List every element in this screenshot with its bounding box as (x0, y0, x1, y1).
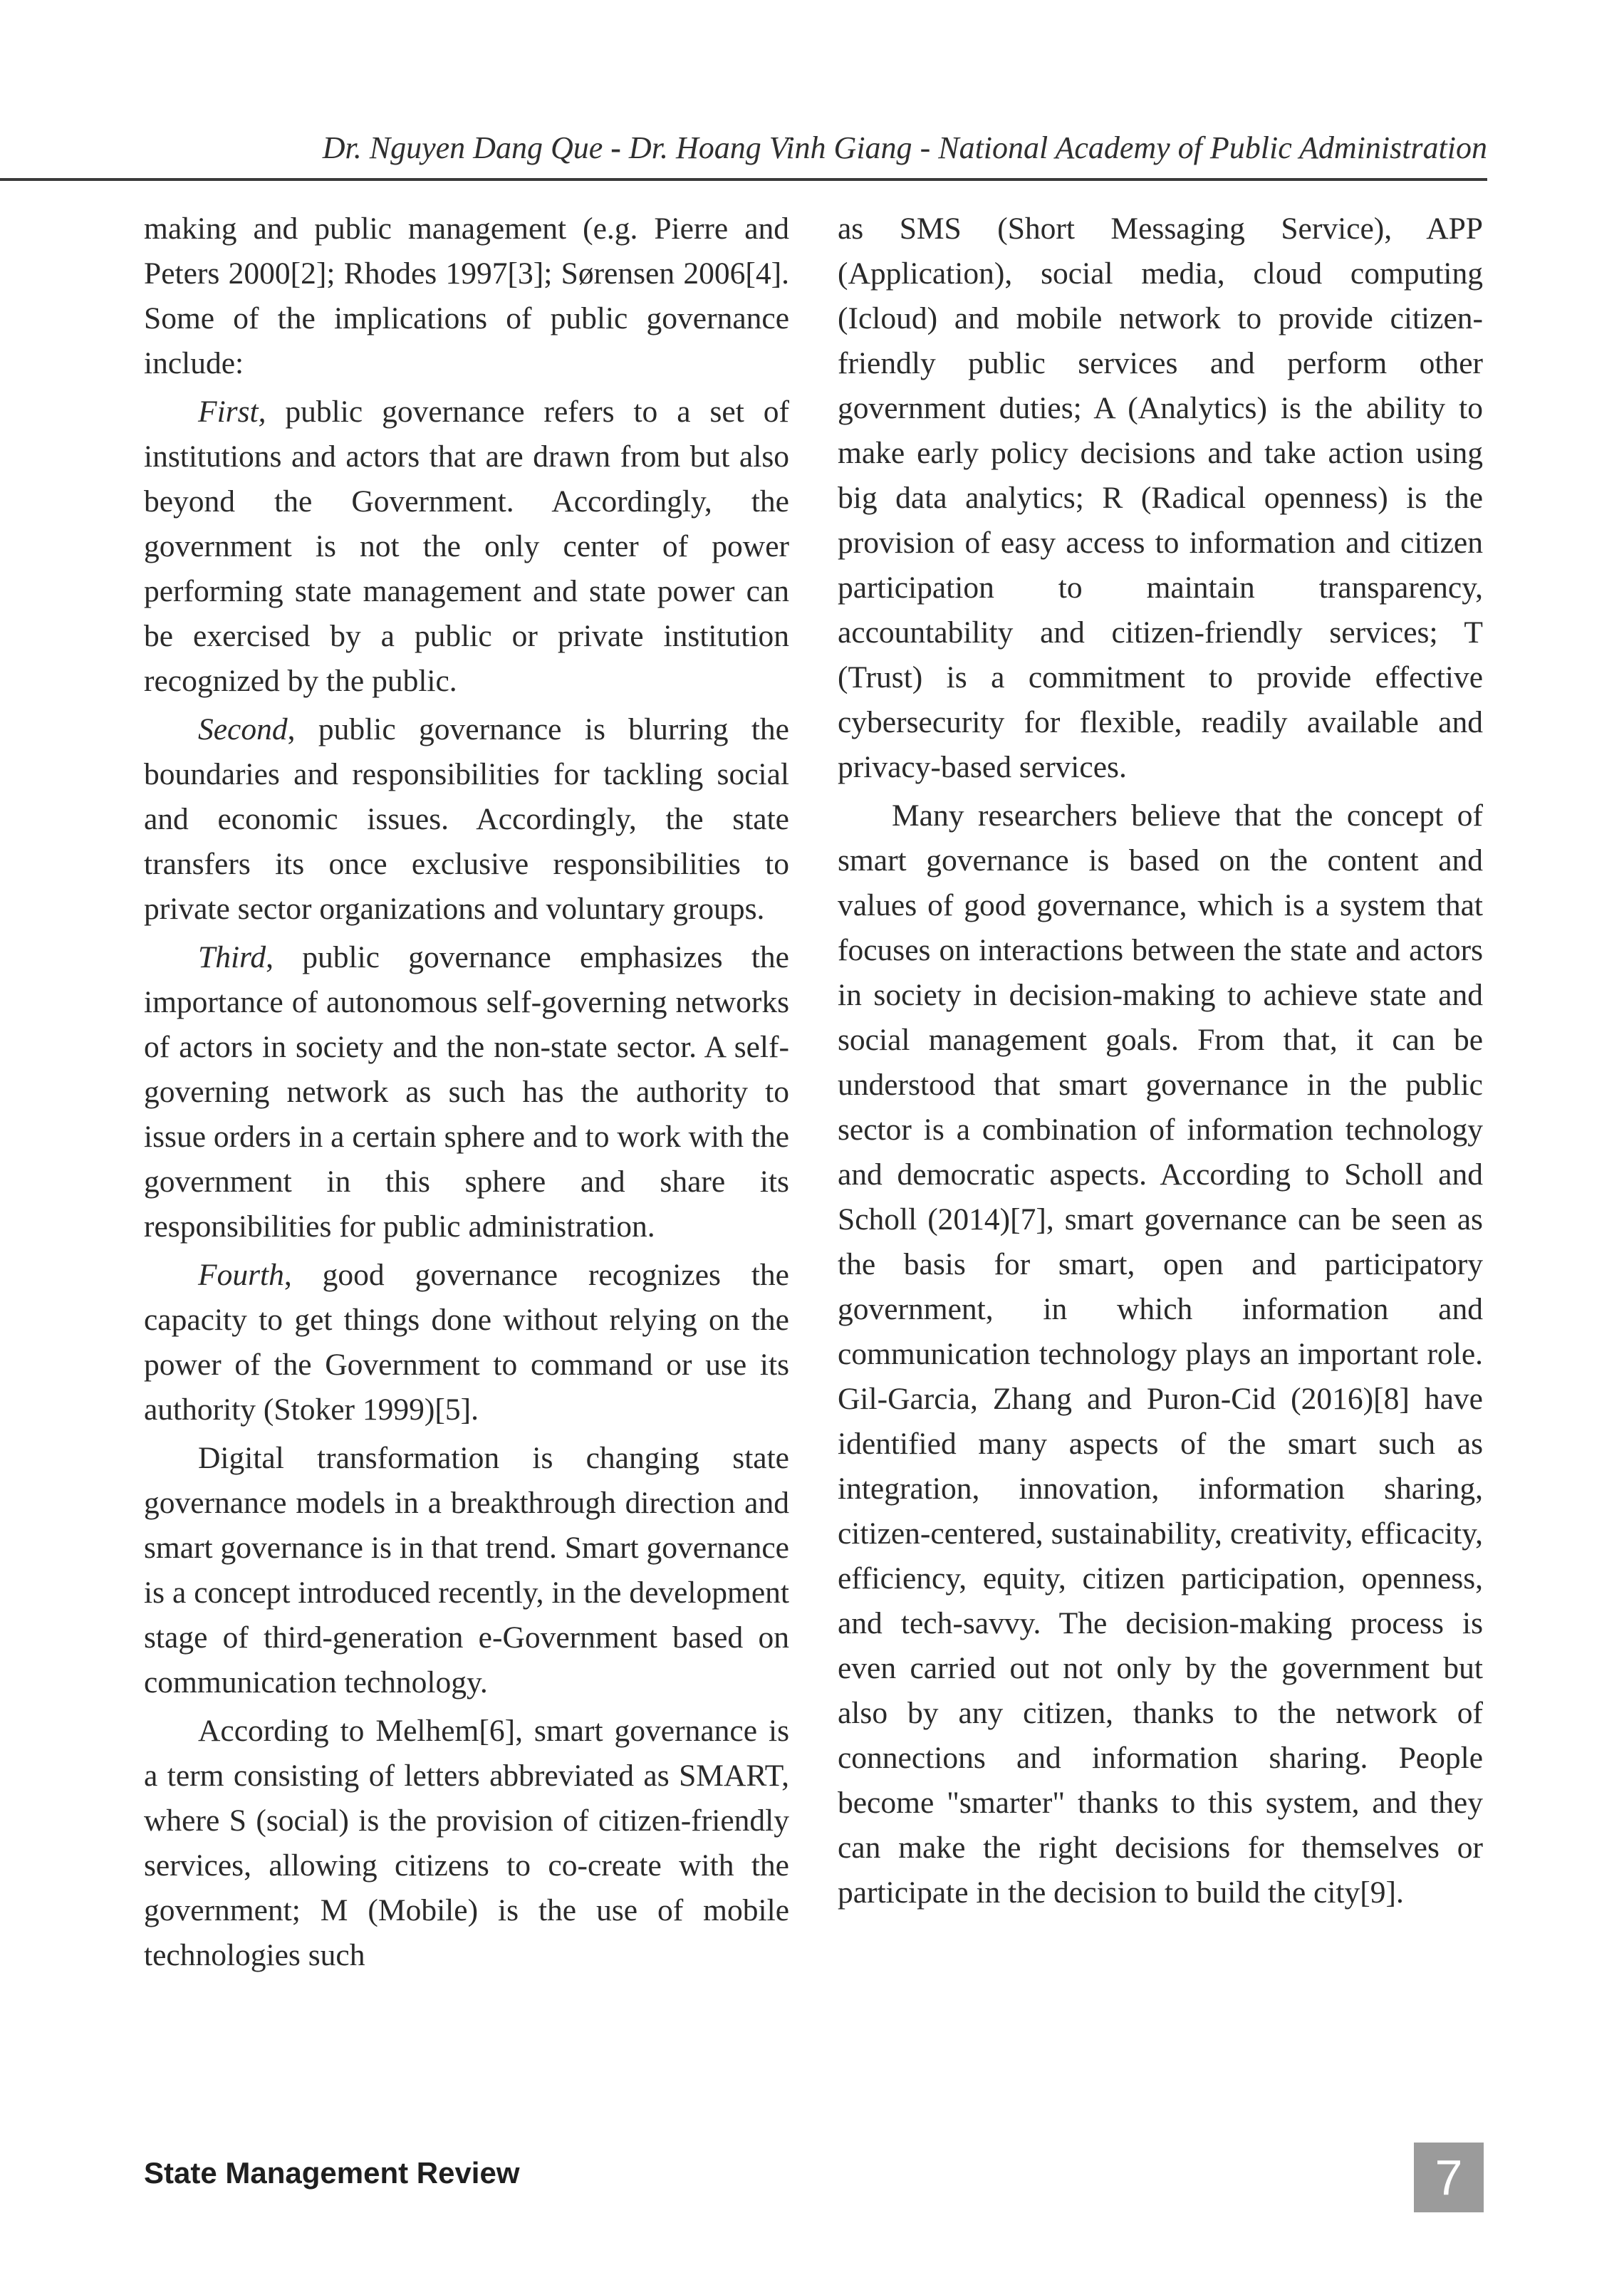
paragraph (144, 1253, 789, 1432)
paragraph-text: , good governance recognizes the capacity to get things done without relying on the power of the Government to command or use its authority (Stoker 1999)[5]. (144, 1258, 789, 1427)
paragraph-text: , public governance emphasizes the importance of autonomous self-governing networks of actors in society and the non-state sector. A self-governing network as such has the authority to issue orders in a certain sphere and to work with the government in this sphere and share its responsibilities for public administration. (144, 940, 789, 1244)
journal-title: State Management Review (144, 2156, 520, 2190)
running-header (141, 127, 1487, 170)
paragraph: making and public management (e.g. Pierre and Peters 2000[2]; Rhodes 1997[3]; Sørensen 2006[4]. Some of the implications of public governance include: (144, 212, 789, 380)
paragraph (144, 935, 789, 1249)
left-column (144, 207, 789, 1982)
paragraph: According to Melhem[6], smart governance is a term consisting of letters abbreviated as SMART, where S (social) is the provision of citizen-friendly services, allowing citizens to co-create with the government; M (Mobile) is the use of mobile technologies such (144, 1714, 789, 1972)
paragraph-lead: Third (198, 940, 266, 974)
header-separator: - (603, 130, 629, 165)
header-institution: National Academy of Public Administration (938, 130, 1487, 165)
header-rule (0, 178, 1487, 181)
paragraph (144, 707, 789, 932)
header-separator: - (912, 130, 939, 165)
header-author-2: Dr. Hoang Vinh Giang (628, 130, 912, 165)
paragraph: Digital transformation is changing state governance models in a breakthrough direction and smart governance is in that trend. Smart governance is a concept introduced recently, in the development stage of third-generation e-Government based on communication technology. (144, 1441, 789, 1699)
paragraph: Many researchers believe that the concept of smart governance is based on the content and values of good governance, which is a system that focuses on interactions between the state and actors in society in decision-making to achieve state and social management goals. From that, it can be understood that smart governance in the public sector is a combination of information technology and democratic aspects. According to Scholl and Scholl (2014)[7], smart governance can be seen as the basis for smart, open and participatory government, in which information and communication technology plays an important role. Gil-Garcia, Zhang and Puron-Cid (2016)[8] have identified many aspects of the smart such as integration, innovation, information sharing, citizen-centered, sustainability, creativity, efficacity, efficiency, equity, citizen participation, openness, and tech-savvy. The decision-making process is even carried out not only by the government but also by any citizen, thanks to the network of connections and information sharing. People become "smarter" thanks to this system, and they can make the right decisions for themselves or participate in the decision to build the city[9]. (838, 798, 1483, 1910)
paragraph-lead: First, (198, 395, 266, 429)
paragraph-text: public governance refers to a set of institutions and actors that are drawn from but also beyond the Government. Accordingly, the government is not the only center of power performing state management and state power can be exercised by a public or private institution recognized by the public. (144, 395, 789, 698)
paragraph-text: , public governance is blurring the boundaries and responsibilities for tackling social and economic issues. Accordingly, the state transfers its once exclusive responsibilities to private sector organizations and voluntary groups. (144, 712, 789, 926)
header-author-1: Dr. Nguyen Dang Que (322, 130, 603, 165)
paragraph-lead: Fourth (198, 1258, 284, 1292)
paragraph: as SMS (Short Messaging Service), APP (Application), social media, cloud computing (Icloud) and mobile network to provide citizen-friendly public services and perform other government duties; A (Analytics) is the ability to make early policy decisions and take action using big data analytics; R (Radical openness) is the provision of easy access to information and citizen participation to maintain transparency, accountability and citizen-friendly services; T (Trust) is a commitment to provide effective cybersecurity for flexible, readily available and privacy-based services. (838, 212, 1483, 784)
right-column (838, 207, 1483, 1919)
paragraph-lead: Second (198, 712, 288, 746)
page-number: 7 (1414, 2143, 1484, 2212)
paragraph (144, 390, 789, 704)
